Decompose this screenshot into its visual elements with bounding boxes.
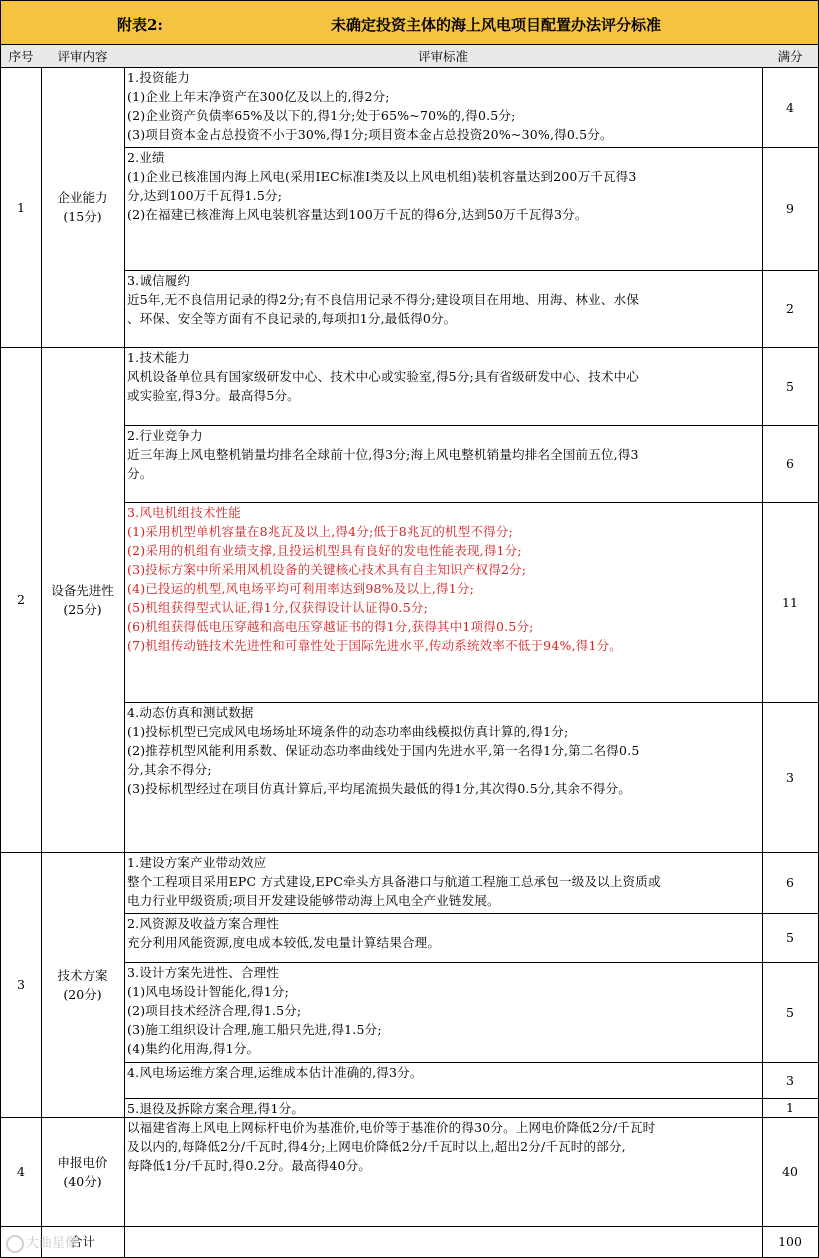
- criteria-line: (3)项目资本金占总投资不小于30%,得1分;项目资本金占总投资20%~30%,得0.5分。: [127, 127, 613, 142]
- full-score-cell: [762, 67, 819, 148]
- criteria-cell: [124, 147, 763, 271]
- group-number: [0, 67, 42, 348]
- total-score-value: 100: [778, 1234, 802, 1249]
- criteria-line: 及以内的,每降低2分/千瓦时,得4分;上网电价降低2分/千瓦时以上,超出2分/千瓦时的部分,: [127, 1139, 626, 1154]
- group-number-label: 4: [17, 1164, 25, 1179]
- criteria-cell: [124, 962, 763, 1063]
- criteria-line: (7)机组传动链技术先进性和可靠性处于国际先进水平,传动系统效率不低于94%,得1分。: [127, 638, 622, 653]
- criteria-line: 每降低1分/千瓦时,得0.2分。最高得40分。: [127, 1158, 372, 1173]
- full-score-value: 6: [786, 875, 794, 890]
- full-score-cell: [762, 147, 819, 271]
- criteria-cell: [124, 1098, 763, 1118]
- header-content-label: 评审内容: [57, 48, 108, 64]
- group-name-label: 申报电价: [57, 1154, 108, 1170]
- group-number: [0, 1117, 42, 1227]
- criteria-cell: [124, 67, 763, 148]
- criteria-cell: [124, 270, 763, 348]
- group-name-label: 设备先进性: [51, 582, 114, 598]
- criteria-line: 3.诚信履约: [127, 273, 191, 288]
- total-label: 合计: [69, 1234, 95, 1249]
- full-score-value: 5: [786, 1004, 794, 1020]
- criteria-line: 1.技术能力: [127, 350, 191, 365]
- full-score-value: 6: [786, 456, 794, 471]
- criteria-line: 4.风电场运维方案合理,运维成本估计准确的,得3分。: [127, 1065, 423, 1080]
- criteria-line: (2)企业资产负债率65%及以下的,得1分;处于65%~70%的,得0.5分;: [127, 108, 516, 123]
- full-score-cell: [762, 347, 819, 426]
- criteria-line: 分,达到100万千瓦得1.5分;: [127, 188, 283, 203]
- full-score-value: 2: [786, 301, 794, 316]
- sheet-title: 未确定投资主体的海上风电项目配置办法评分标准: [331, 16, 662, 34]
- criteria-line: 2.风资源及收益方案合理性: [127, 916, 280, 931]
- full-score-value: 5: [786, 930, 794, 945]
- header-full-score-label: 满分: [777, 48, 803, 64]
- criteria-line: (1)企业上年末净资产在300亿及以上的,得2分;: [127, 89, 390, 104]
- criteria-line: (5)机组获得型式认证,得1分,仅获得设计认证得0.5分;: [127, 600, 428, 615]
- full-score-cell: [762, 913, 819, 963]
- criteria-line: 充分利用风能资源,度电成本较低,发电量计算结果合理。: [127, 935, 441, 950]
- title-bar: [0, 0, 819, 45]
- full-score-cell: [762, 1117, 819, 1227]
- criteria-line: (3)投标方案中所采用风机设备的关键核心技术具有自主知识产权得2分;: [127, 562, 527, 577]
- total-score-cell: [762, 1226, 819, 1258]
- criteria-cell: [124, 425, 763, 503]
- watermark: [6, 1232, 78, 1253]
- criteria-line: 分,其余不得分;: [127, 762, 212, 777]
- full-score-cell: [762, 702, 819, 853]
- group-points-label: (40分): [63, 1173, 102, 1189]
- group-name-label: 技术方案: [57, 967, 108, 983]
- group-name: [41, 347, 125, 853]
- header-criteria-label: 评审标准: [417, 48, 468, 64]
- criteria-line: (4)已投运的机型,风电场平均可利用率达到98%及以上,得1分;: [127, 581, 475, 596]
- criteria-line: 2.行业竞争力: [127, 428, 203, 443]
- full-score-cell: [762, 502, 819, 703]
- header-no-label: 序号: [8, 48, 34, 64]
- group-number-label: 2: [17, 592, 25, 607]
- header-no: [0, 45, 42, 68]
- criteria-line: (1)投标机型已完成风电场场址环境条件的动态功率曲线模拟仿真计算的,得1分;: [127, 724, 569, 739]
- full-score-value: 5: [786, 378, 794, 394]
- criteria-cell: [124, 347, 763, 426]
- full-score-cell: [762, 852, 819, 914]
- criteria-line: 3.风电机组技术性能: [127, 505, 241, 520]
- criteria-line: 电力行业甲级资质;项目开发建设能够带动海上风电全产业链发展。: [127, 893, 500, 908]
- header-content: [41, 45, 125, 68]
- group-points-label: (25分): [63, 601, 102, 617]
- criteria-line: 1.投资能力: [127, 70, 191, 85]
- criteria-line: (6)机组获得低电压穿越和高电压穿越证书的得1分,获得其中1项得0.5分;: [127, 619, 534, 634]
- full-score-value: 3: [786, 1072, 794, 1088]
- criteria-cell: [124, 502, 763, 703]
- criteria-line: (2)项目技术经济合理,得1.5分;: [127, 1003, 302, 1018]
- criteria-line: 、环保、安全等方面有不良记录的,每项扣1分,最低得0分。: [127, 311, 457, 326]
- criteria-line: (1)企业已核准国内海上风电(采用IEC标准I类及以上风电机组)装机容量达到200万千瓦得3: [127, 169, 637, 184]
- criteria-cell: [124, 702, 763, 853]
- header-criteria: [124, 45, 763, 68]
- group-name: [41, 852, 125, 1118]
- criteria-line: 风机设备单位具有国家级研发中心、技术中心或实验室,得5分;具有省级研发中心、技术中心: [127, 369, 640, 384]
- group-number: [0, 347, 42, 853]
- full-score-value: 11: [782, 594, 798, 610]
- criteria-cell: [124, 852, 763, 914]
- criteria-line: (2)采用的机组有业绩支撑,且投运机型具有良好的发电性能表现,得1分;: [127, 543, 522, 558]
- full-score-cell: [762, 425, 819, 503]
- criteria-line: 3.设计方案先进性、合理性: [127, 965, 280, 980]
- criteria-line: 分。: [127, 466, 153, 481]
- criteria-cell: [124, 913, 763, 963]
- criteria-line: 1.建设方案产业带动效应: [127, 855, 267, 870]
- full-score-cell: [762, 962, 819, 1063]
- group-name: [41, 67, 125, 348]
- criteria-line: (3)投标机型经过在项目仿真计算后,平均尾流损失最低的得1分,其次得0.5分,其余不得分。: [127, 781, 631, 796]
- full-score-value: 9: [786, 201, 794, 216]
- group-points-label: (15分): [63, 209, 102, 224]
- watermark-text: 大曲星像: [26, 1236, 79, 1251]
- criteria-line: 近三年海上风电整机销量均排名全球前十位,得3分;海上风电整机销量均排名全国前五位,得3: [127, 447, 639, 462]
- criteria-line: (3)施工组织设计合理,施工船只先进,得1.5分;: [127, 1022, 382, 1037]
- watermark-logo-icon: [6, 1235, 24, 1253]
- criteria-line: 近5年,无不良信用记录的得2分;有不良信用记录不得分;建设项目在用地、用海、林业、水保: [127, 292, 639, 307]
- criteria-line: (4)集约化用海,得1分。: [127, 1041, 260, 1056]
- criteria-line: (1)采用机型单机容量在8兆瓦及以上,得4分;低于8兆瓦的机型不得分;: [127, 524, 513, 539]
- group-number-label: 1: [17, 199, 25, 215]
- full-score-cell: [762, 270, 819, 348]
- full-score-value: 4: [786, 99, 794, 115]
- group-name-label: 企业能力: [57, 190, 108, 205]
- group-points-label: (20分): [63, 986, 102, 1002]
- full-score-value: 40: [782, 1164, 798, 1179]
- criteria-line: (2)推荐机型风能利用系数、保证动态功率曲线处于国内先进水平,第一名得1分,第二名得0.5: [127, 743, 640, 758]
- group-number: [0, 852, 42, 1118]
- criteria-line: 或实验室,得3分。最高得5分。: [127, 388, 300, 403]
- full-score-value: 1: [786, 1100, 794, 1115]
- full-score-cell: [762, 1098, 819, 1118]
- criteria-line: 整个工程项目采用EPC 方式建设,EPC牵头方具备港口与航道工程施工总承包一级及以上资质或: [127, 874, 661, 889]
- criteria-line: 2.业绩: [127, 150, 165, 165]
- criteria-line: (2)在福建已核准海上风电装机容量达到100万千瓦的得6分,达到50万千瓦得3分。: [127, 207, 588, 222]
- full-score-cell: [762, 1062, 819, 1099]
- criteria-line: 以福建省海上风电上网标杆电价为基准价,电价等于基准价的得30分。上网电价降低2分/千瓦时: [127, 1120, 656, 1135]
- criteria-cell: [124, 1062, 763, 1099]
- header-full-score: [762, 45, 819, 68]
- total-criteria-cell: [124, 1226, 763, 1258]
- criteria-line: (1)风电场设计智能化,得1分;: [127, 984, 290, 999]
- criteria-line: 4.动态仿真和测试数据: [127, 705, 254, 720]
- criteria-cell: [124, 1117, 763, 1227]
- group-name: [41, 1117, 125, 1227]
- criteria-line: 5.退役及拆除方案合理,得1分。: [127, 1101, 305, 1116]
- group-number-label: 3: [17, 977, 25, 992]
- full-score-value: 3: [786, 769, 794, 785]
- appendix-label: 附表2:: [117, 16, 163, 34]
